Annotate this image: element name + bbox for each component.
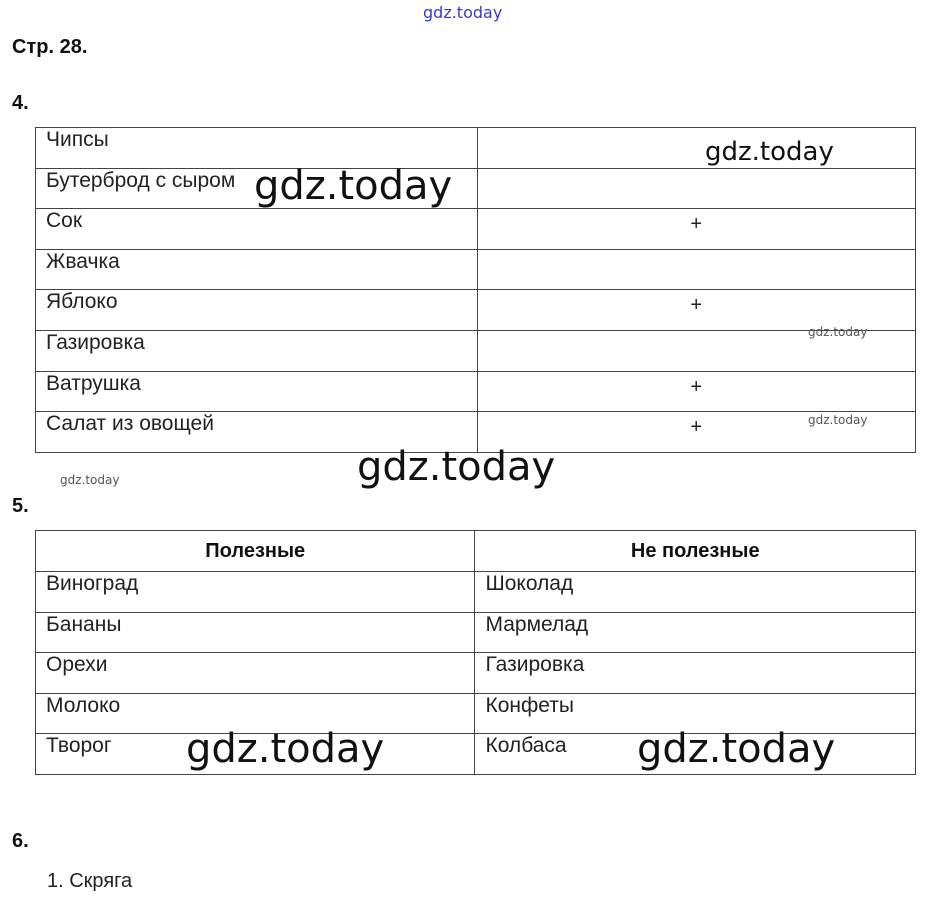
page-label: Стр. 28. (12, 36, 88, 58)
watermark: gdz.today (357, 444, 556, 490)
table-row (36, 249, 916, 290)
task4-item: Сок (36, 209, 478, 250)
useful-cell: Орехи (36, 653, 475, 694)
task4-item: Жвачка (36, 249, 478, 290)
task4-item: Бутерброд с сыром (36, 168, 478, 209)
column-header-not-useful: Не полезные (475, 531, 916, 572)
not-useful-cell: Газировка (475, 653, 916, 694)
not-useful-cell: Мармелад (475, 612, 916, 653)
watermark-top: gdz.today (423, 3, 503, 22)
table-row (36, 572, 916, 613)
task4-mark: + (477, 371, 915, 412)
watermark: gdz.today (637, 726, 836, 772)
table-row (36, 209, 916, 250)
watermark: gdz.today (254, 163, 453, 209)
task4-item: Салат из овощей (36, 412, 478, 453)
task4-mark: + (477, 209, 915, 250)
task4-item: Газировка (36, 330, 478, 371)
table-row (36, 653, 916, 694)
watermark: gdz.today (186, 726, 385, 772)
table-row (36, 612, 916, 653)
task4-number: 4. (12, 92, 29, 114)
table-header-row (36, 531, 916, 572)
table-row (36, 290, 916, 331)
useful-cell: Бананы (36, 612, 475, 653)
task4-mark: + (477, 290, 915, 331)
not-useful-cell: Шоколад (475, 572, 916, 613)
useful-cell: Виноград (36, 572, 475, 613)
task4-mark (477, 168, 915, 209)
task4-mark (477, 249, 915, 290)
task5-number: 5. (12, 495, 29, 517)
task4-item: Чипсы (36, 128, 478, 169)
watermark: gdz.today (60, 473, 120, 487)
table-row (36, 168, 916, 209)
not-useful-cell: Конфеты (475, 693, 916, 734)
task4-table (35, 127, 916, 453)
watermark: gdz.today (808, 413, 868, 427)
useful-cell: Творог (36, 734, 475, 775)
watermark: gdz.today (705, 137, 834, 167)
task6-number: 6. (12, 830, 29, 852)
column-header-useful: Полезные (36, 531, 475, 572)
task4-item: Ватрушка (36, 371, 478, 412)
table-row (36, 371, 916, 412)
table-row (36, 330, 916, 371)
task6-answer: 1. Скряга (47, 870, 133, 892)
task4-mark (477, 128, 915, 169)
not-useful-cell: Колбаса (475, 734, 916, 775)
task4-item: Яблоко (36, 290, 478, 331)
watermark: gdz.today (808, 325, 868, 339)
task4-mark: + (477, 412, 915, 453)
useful-cell: Молоко (36, 693, 475, 734)
